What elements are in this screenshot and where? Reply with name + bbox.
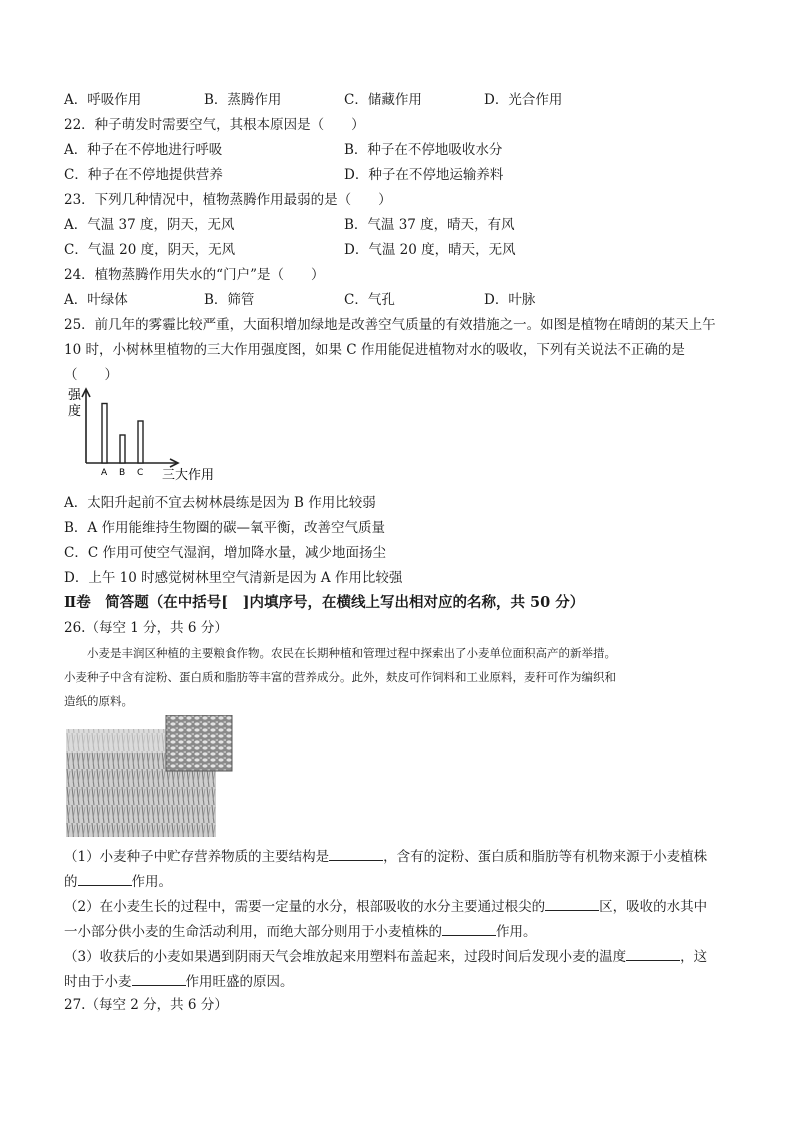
bar-b — [120, 435, 125, 463]
q26-part1-text-c: 的 — [64, 874, 78, 890]
q25-option-b: B．A 作用能维持生物圈的碳—氧平衡，改善空气质量 — [64, 520, 385, 536]
intensity-bar-chart — [66, 385, 226, 485]
q26-passage-line1: 小麦是丰润区种植的主要粮食作物。农民在长期种植和管理过程中探索出了小麦单位面积高产的新举措。 — [64, 646, 616, 660]
q22-stem: 22．种子萌发时需要空气，其根本原因是（ ） — [64, 117, 365, 133]
q21-option-d: D．光合作用 — [484, 92, 563, 108]
q26-blank-5[interactable] — [626, 946, 680, 961]
q24-option-c: C．气孔 — [344, 292, 395, 308]
q25-stem-line2: 10 时，小树林里植物的三大作用强度图，如果 C 作用能促进植物对水的吸收，下列有关说法不正确的是 — [64, 342, 685, 358]
q26-blank-6[interactable] — [132, 971, 186, 986]
q26-blank-4[interactable] — [442, 921, 496, 936]
q25-stem-line3: （ ） — [64, 367, 118, 383]
q26-part2-text-d: 作用。 — [496, 924, 537, 940]
q26-part1-text-d: 作用。 — [131, 874, 172, 890]
q22-option-a: A．种子在不停地进行呼吸 — [64, 142, 223, 158]
q24-option-b: B．筛管 — [204, 292, 255, 308]
x-tick-label-c: C — [137, 468, 144, 478]
x-tick-label-b: B — [119, 468, 126, 478]
q26-part2-text-c: 一小部分供小麦的生命活动利用，而绝大部分则用于小麦植株的 — [64, 924, 442, 940]
q25-option-c: C．C 作用可使空气湿润，增加降水量，减少地面扬尘 — [64, 545, 386, 561]
q26-blank-2[interactable] — [78, 871, 132, 886]
q26-part3-line1 — [64, 946, 707, 966]
q23-option-a: A．气温 37 度，阴天，无风 — [64, 217, 235, 233]
q24-option-a: A．叶绿体 — [64, 292, 128, 308]
q26-passage-line3: 造纸的原料。 — [64, 694, 133, 708]
wheat-grains-inset — [166, 715, 232, 771]
q25-option-a: A．太阳升起前不宜去树林晨练是因为 B 作用比较弱 — [64, 495, 376, 511]
y-axis-label-char-2: 度 — [68, 404, 82, 419]
q22-option-d: D．种子在不停地运输养料 — [344, 167, 504, 183]
q25-stem-line1: 25．前几年的雾霾比较严重，大面积增加绿地是改善空气质量的有效措施之一。如图是植物在晴朗的某天上午 — [64, 317, 716, 333]
q26-passage-line2: 小麦种子中含有淀粉、蛋白质和脂肪等丰富的营养成分。此外，麸皮可作饲料和工业原料，麦秆可作为编织和 — [64, 670, 616, 684]
q26-part3-text-a: （3）收获后的小麦如果遇到阴雨天气会堆放起来用塑料布盖起来，过段时间后发现小麦的温度 — [64, 949, 627, 965]
q26-part3-text-c: 时由于小麦 — [64, 974, 132, 990]
q26-part3-text-b: ，这 — [680, 949, 708, 965]
q23-option-c: C．气温 20 度，阴天，无风 — [64, 242, 236, 258]
wheat-photo — [66, 715, 234, 837]
q26-blank-1[interactable] — [329, 846, 383, 861]
q25-option-d: D．上午 10 时感觉树林里空气清新是因为 A 作用比较强 — [64, 570, 403, 586]
q21-option-c: C．储藏作用 — [344, 92, 422, 108]
q23-stem: 23．下列几种情况中，植物蒸腾作用最弱的是（ ） — [64, 192, 392, 208]
q26-part2-text-a: （2）在小麦生长的过程中，需要一定量的水分，根部吸收的水分主要通过根尖的 — [64, 899, 546, 915]
q23-option-d: D．气温 20 度，晴天，无风 — [344, 242, 516, 258]
bar-c — [138, 421, 143, 463]
q24-stem: 24．植物蒸腾作用失水的“门户”是（ ） — [64, 267, 325, 283]
bar-a — [102, 404, 107, 464]
q22-option-b: B．种子在不停地吸收水分 — [344, 142, 503, 158]
q26-part1-line1 — [64, 846, 707, 866]
q26-part2-line1 — [64, 896, 707, 916]
q26-part1-text-b: ，含有的淀粉、蛋白质和脂肪等有机物来源于小麦植株 — [383, 849, 708, 865]
x-axis-label: 三大作用 — [162, 468, 215, 483]
q26-part2-line2 — [64, 921, 537, 941]
x-tick-label-a: A — [101, 468, 108, 478]
y-axis-label-char-1: 强 — [68, 388, 82, 403]
q26-part3-line2 — [64, 971, 294, 991]
q27-header: 27.（每空 2 分，共 6 分） — [64, 997, 228, 1013]
q22-option-c: C．种子在不停地提供营养 — [64, 167, 223, 183]
q23-option-b: B．气温 37 度，晴天，有风 — [344, 217, 515, 233]
q26-part2-text-b: 区，吸收的水其中 — [599, 899, 708, 915]
q21-option-a: A．呼吸作用 — [64, 92, 142, 108]
chart-axes — [82, 389, 178, 467]
q26-part3-text-d: 作用旺盛的原因。 — [185, 974, 294, 990]
q26-blank-3[interactable] — [545, 896, 599, 911]
q24-option-d: D．叶脉 — [484, 292, 536, 308]
q21-option-b: B．蒸腾作用 — [204, 92, 282, 108]
section-2-title: Ⅱ卷 简答题（在中括号[ ]内填序号，在横线上写出相对应的名称，共 50 分） — [64, 594, 585, 611]
q26-part1-line2 — [64, 871, 172, 891]
q26-header: 26.（每空 1 分，共 6 分） — [64, 620, 228, 636]
q26-part1-text-a: （1）小麦种子中贮存营养物质的主要结构是 — [64, 849, 330, 865]
